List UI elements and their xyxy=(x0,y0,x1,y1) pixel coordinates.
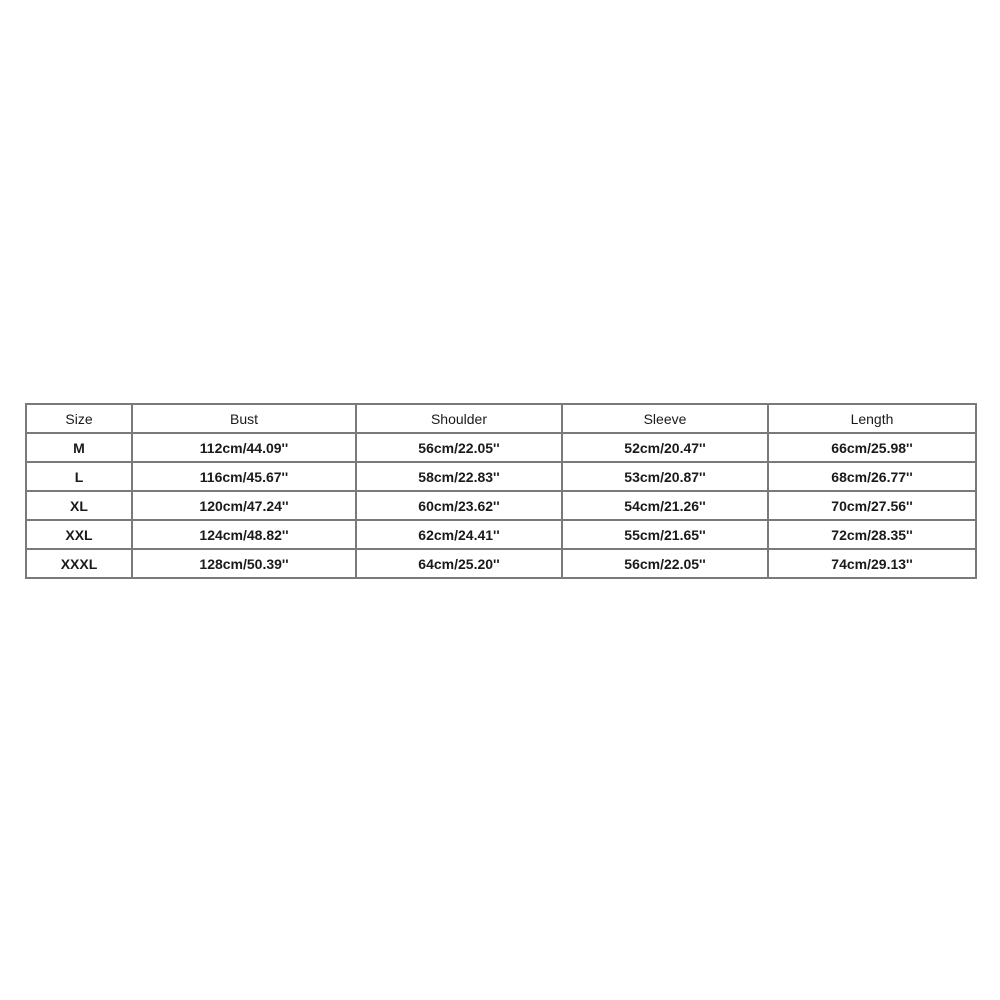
sleeve-cell: 55cm/21.65'' xyxy=(562,520,768,549)
length-cell: 68cm/26.77'' xyxy=(768,462,976,491)
length-cell: 72cm/28.35'' xyxy=(768,520,976,549)
table-row xyxy=(26,433,976,462)
size-cell: XXL xyxy=(26,520,132,549)
bust-cell: 112cm/44.09'' xyxy=(132,433,356,462)
size-chart-table xyxy=(25,403,977,579)
sleeve-cell: 54cm/21.26'' xyxy=(562,491,768,520)
header-cell-sleeve: Sleeve xyxy=(562,404,768,433)
shoulder-cell: 56cm/22.05'' xyxy=(356,433,562,462)
header-cell-shoulder: Shoulder xyxy=(356,404,562,433)
table-row xyxy=(26,520,976,549)
header-cell-size: Size xyxy=(26,404,132,433)
shoulder-cell: 64cm/25.20'' xyxy=(356,549,562,578)
sleeve-cell: 52cm/20.47'' xyxy=(562,433,768,462)
bust-cell: 116cm/45.67'' xyxy=(132,462,356,491)
shoulder-cell: 60cm/23.62'' xyxy=(356,491,562,520)
sleeve-cell: 53cm/20.87'' xyxy=(562,462,768,491)
shoulder-cell: 58cm/22.83'' xyxy=(356,462,562,491)
header-cell-bust: Bust xyxy=(132,404,356,433)
size-cell: L xyxy=(26,462,132,491)
header-cell-length: Length xyxy=(768,404,976,433)
length-cell: 70cm/27.56'' xyxy=(768,491,976,520)
bust-cell: 128cm/50.39'' xyxy=(132,549,356,578)
bust-cell: 120cm/47.24'' xyxy=(132,491,356,520)
length-cell: 66cm/25.98'' xyxy=(768,433,976,462)
shoulder-cell: 62cm/24.41'' xyxy=(356,520,562,549)
table-row xyxy=(26,491,976,520)
table-row xyxy=(26,462,976,491)
sleeve-cell: 56cm/22.05'' xyxy=(562,549,768,578)
size-cell: M xyxy=(26,433,132,462)
length-cell: 74cm/29.13'' xyxy=(768,549,976,578)
bust-cell: 124cm/48.82'' xyxy=(132,520,356,549)
size-cell: XL xyxy=(26,491,132,520)
table-row xyxy=(26,549,976,578)
table-header-row xyxy=(26,404,976,433)
size-cell: XXXL xyxy=(26,549,132,578)
